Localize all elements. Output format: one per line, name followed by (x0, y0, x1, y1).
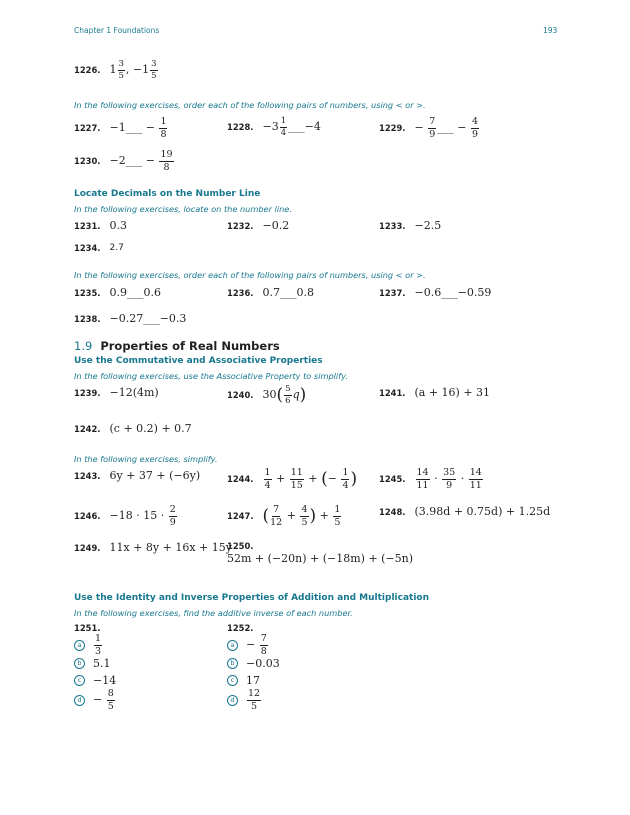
denominator: 11 (469, 479, 482, 491)
denominator: 9 (446, 479, 453, 491)
math-expression (263, 117, 321, 137)
exercise-1234 (74, 243, 124, 253)
section-number: 1.9 (74, 339, 93, 353)
math-expression (110, 150, 175, 172)
exercise-1228 (227, 117, 321, 137)
whole: 1 (109, 63, 117, 76)
fraction (442, 468, 456, 490)
exercise-number: 1241. (379, 387, 406, 398)
exercise-number: 1227. (74, 123, 101, 133)
chapter-header: Chapter 1 Foundations (74, 26, 160, 35)
exercise-number: 1228. (227, 122, 254, 132)
fraction (290, 468, 304, 490)
minus-sign: − (145, 121, 155, 134)
denominator: 5 (151, 70, 157, 81)
fraction (169, 505, 177, 527)
instruction-locate: In the following exercises, locate on the number line. (74, 204, 292, 214)
blank: ___ (437, 121, 454, 134)
math-expression (263, 468, 358, 490)
exercise-1240 (227, 385, 306, 405)
section-heading (74, 339, 280, 353)
math-expression: −0.03 (246, 657, 280, 670)
numerator: 4 (301, 504, 308, 515)
fraction (341, 468, 349, 490)
paren: ) (309, 506, 317, 526)
exercise-number: 1232. (227, 220, 254, 231)
math-expression: −0.27___−0.3 (109, 312, 187, 325)
fraction (471, 117, 479, 139)
exercise-1248 (379, 505, 550, 518)
denominator: 5 (118, 70, 124, 81)
exercise-number: 1245. (379, 474, 406, 484)
fraction (247, 689, 261, 711)
option-label: b (74, 658, 85, 669)
math-expression (263, 505, 343, 527)
exercise-1230 (74, 150, 175, 172)
math-expression: −0.2 (262, 219, 290, 232)
option-label: a (227, 640, 238, 651)
denominator: 4 (342, 479, 349, 491)
instruction-additive-inverse: In the following exercises, find the additive inverse of each number. (74, 608, 353, 618)
exercise-number: 1230. (74, 156, 101, 166)
plus-sign: + (276, 472, 286, 485)
exercise-1226 (74, 60, 159, 80)
instruction-associative: In the following exercises, use the Associative Property to simplify. (74, 371, 348, 381)
exercise-1250 (227, 541, 413, 565)
fraction (280, 117, 287, 137)
exercise-1246 (74, 505, 178, 527)
exercise-number: 1231. (74, 220, 101, 231)
subheading-identity: Use the Identity and Inverse Properties of Addition and Multiplication (74, 593, 430, 603)
numerator: 7 (260, 633, 267, 644)
exercise-1239 (74, 386, 159, 399)
left-term: −1___ (109, 121, 143, 134)
fraction (107, 689, 115, 711)
exercise-1251-option-a (74, 634, 103, 656)
numerator: 4 (471, 116, 479, 127)
numerator: 1 (95, 633, 102, 644)
exercise-1229 (379, 117, 480, 139)
exercise-number: 1246. (74, 511, 101, 521)
paren: ( (321, 469, 328, 489)
option-label: c (227, 675, 238, 686)
exercise-1233 (379, 219, 441, 232)
numerator: 19 (160, 149, 173, 160)
fraction (270, 505, 282, 527)
exercise-1252-option-d (227, 689, 262, 711)
numerator: 8 (107, 688, 114, 699)
exercise-number: 1226. (74, 65, 101, 75)
math-expression: 0.7___0.8 (262, 286, 314, 299)
instruction-order-2: In the following exercises, order each of the following pairs of numbers, using < or >. (74, 270, 426, 280)
exercise-1238 (74, 312, 186, 325)
fraction (159, 117, 167, 139)
coefficient: 30 (262, 388, 277, 401)
numerator: 11 (290, 467, 303, 478)
fraction (416, 468, 430, 490)
math-expression (246, 634, 269, 656)
math-expression: 0.9___0.6 (109, 286, 161, 299)
denominator: 6 (285, 395, 291, 406)
exercise-number: 1234. (74, 243, 101, 253)
denominator: 15 (290, 479, 303, 491)
exercise-1232 (227, 219, 289, 232)
minus-sign: − (457, 121, 467, 134)
right-term: ___−4 (288, 120, 321, 133)
numerator: 7 (273, 504, 280, 515)
option-label: c (74, 675, 85, 686)
exercise-1231 (74, 219, 127, 232)
exercise-1247 (227, 505, 342, 527)
exercise-number: 1239. (74, 387, 101, 398)
math-expression: (3.98d + 0.75d) + 1.25d (414, 505, 551, 518)
minus-sign: − (414, 121, 424, 134)
exercise-number: 1250. (227, 541, 254, 551)
exercise-1227 (74, 117, 168, 139)
denominator: 5 (334, 516, 341, 528)
math-expression: 11x + 8y + 16x + 15y (109, 541, 232, 554)
denominator: 5 (107, 700, 114, 712)
exercise-number: 1229. (379, 123, 406, 133)
numerator: 1 (280, 116, 287, 126)
product: −18 · 15 · (109, 509, 165, 522)
denominator: 3 (95, 645, 102, 657)
math-expression (93, 689, 116, 711)
minus-sign: − (246, 638, 256, 651)
paren: ( (276, 385, 284, 405)
math-expression (93, 634, 103, 656)
numerator: 2 (169, 504, 176, 515)
dot-operator: · (460, 472, 465, 485)
denominator: 9 (429, 128, 436, 140)
math-expression: 52m + (−20n) + (−18m) + (−5n) (227, 552, 414, 565)
exercise-1252-option-c (227, 674, 260, 687)
exercise-1251-option-c (74, 674, 116, 687)
instruction-simplify: In the following exercises, simplify. (74, 454, 218, 464)
numerator: 1 (334, 504, 341, 515)
denominator: 4 (280, 127, 287, 138)
math-expression (110, 60, 159, 80)
math-expression: −0.6___−0.59 (414, 286, 492, 299)
math-expression (415, 117, 481, 139)
numerator: 14 (469, 467, 482, 478)
denominator: 9 (471, 128, 479, 140)
fraction (118, 60, 125, 80)
fraction (428, 117, 436, 139)
separator: , (125, 63, 130, 76)
denominator: 8 (160, 128, 167, 140)
exercise-number: 1243. (74, 470, 101, 481)
exercise-1252-option-b (227, 657, 280, 670)
numerator: 35 (443, 467, 456, 478)
exercise-number: 1236. (227, 287, 254, 298)
numerator: 1 (264, 467, 271, 478)
exercise-1252-number: 1252. (227, 623, 254, 633)
page-number: 193 (543, 26, 558, 35)
fraction (159, 150, 173, 172)
fraction (264, 468, 272, 490)
exercise-number: 1244. (227, 474, 254, 484)
plus-sign: + (319, 509, 329, 522)
exercise-number: 1247. (227, 511, 254, 521)
math-expression (110, 117, 169, 139)
math-expression: (c + 0.2) + 0.7 (109, 422, 192, 435)
whole: −3 (262, 120, 279, 133)
fraction (300, 505, 308, 527)
minus-sign: − (327, 472, 337, 485)
denominator: 5 (251, 700, 258, 712)
exercise-number: 1237. (379, 287, 406, 298)
fraction (260, 634, 268, 656)
exercise-number: 1233. (379, 220, 406, 231)
numerator: 5 (285, 384, 291, 394)
numerator: 1 (160, 116, 167, 127)
math-expression: 5.1 (93, 657, 111, 670)
paren: ( (262, 506, 270, 526)
exercise-number: 1248. (379, 506, 406, 517)
paren: ) (350, 469, 358, 489)
math-expression (263, 385, 307, 405)
dot-operator: · (434, 472, 438, 485)
math-expression (110, 505, 178, 527)
math-expression: 0.3 (109, 219, 127, 232)
denominator: 5 (301, 516, 308, 528)
math-expression: −2.5 (414, 219, 442, 232)
whole: −1 (132, 63, 150, 76)
option-label: d (227, 695, 238, 706)
numerator: 14 (416, 467, 429, 478)
fraction (469, 468, 483, 490)
paren: ) (299, 385, 307, 405)
exercise-1236 (227, 286, 314, 299)
plus-sign: + (308, 472, 318, 485)
exercise-1244 (227, 468, 357, 490)
left-term: −2___ (109, 154, 143, 167)
numerator: 3 (118, 59, 124, 69)
fraction (94, 634, 102, 656)
math-expression: 6y + 37 + (−6y) (109, 469, 201, 482)
numerator: 3 (151, 59, 157, 69)
exercise-number: 1242. (74, 423, 101, 434)
exercise-1251-number: 1251. (74, 623, 101, 633)
exercise-number: 1238. (74, 313, 101, 324)
exercise-1241 (379, 386, 490, 399)
exercise-1242 (74, 422, 192, 435)
exercise-1251-option-d (74, 689, 116, 711)
exercise-number: 1249. (74, 542, 101, 553)
option-label: d (74, 695, 85, 706)
denominator: 12 (270, 516, 283, 528)
exercise-1249 (74, 541, 232, 554)
numerator: 7 (429, 116, 436, 127)
exercise-1237 (379, 286, 491, 299)
variable: q (292, 388, 300, 401)
exercise-number: 1235. (74, 287, 101, 298)
option-label: a (74, 640, 85, 651)
minus-sign: − (145, 154, 155, 167)
exercise-1251-option-b (74, 657, 111, 670)
plus-sign: + (286, 509, 296, 522)
subheading-decimals: Locate Decimals on the Number Line (74, 189, 261, 199)
denominator: 4 (264, 479, 271, 491)
section-title: Properties of Real Numbers (100, 339, 280, 353)
exercise-1243 (74, 469, 200, 482)
math-expression: 17 (246, 674, 260, 687)
exercise-1235 (74, 286, 161, 299)
exercise-number: 1240. (227, 390, 254, 400)
numerator: 1 (342, 467, 349, 478)
exercise-1252-option-a (227, 634, 269, 656)
math-expression (246, 689, 262, 711)
math-expression: −12(4m) (109, 386, 159, 399)
option-label: b (227, 658, 238, 669)
fraction (150, 60, 157, 80)
subheading-commutative: Use the Commutative and Associative Properties (74, 356, 323, 366)
denominator: 11 (416, 479, 429, 491)
math-expression: (a + 16) + 31 (414, 386, 491, 399)
math-expression: 2.7 (109, 243, 124, 253)
fraction (333, 505, 341, 527)
fraction (284, 385, 291, 405)
denominator: 8 (260, 645, 267, 657)
instruction-order-1: In the following exercises, order each of the following pairs of numbers, using < or >. (74, 100, 426, 110)
numerator: 12 (248, 688, 261, 699)
math-expression: −14 (93, 674, 117, 687)
math-expression (415, 468, 484, 490)
denominator: 9 (169, 516, 176, 528)
minus-sign: − (93, 693, 103, 706)
denominator: 8 (163, 161, 170, 173)
exercise-1245 (379, 468, 484, 490)
